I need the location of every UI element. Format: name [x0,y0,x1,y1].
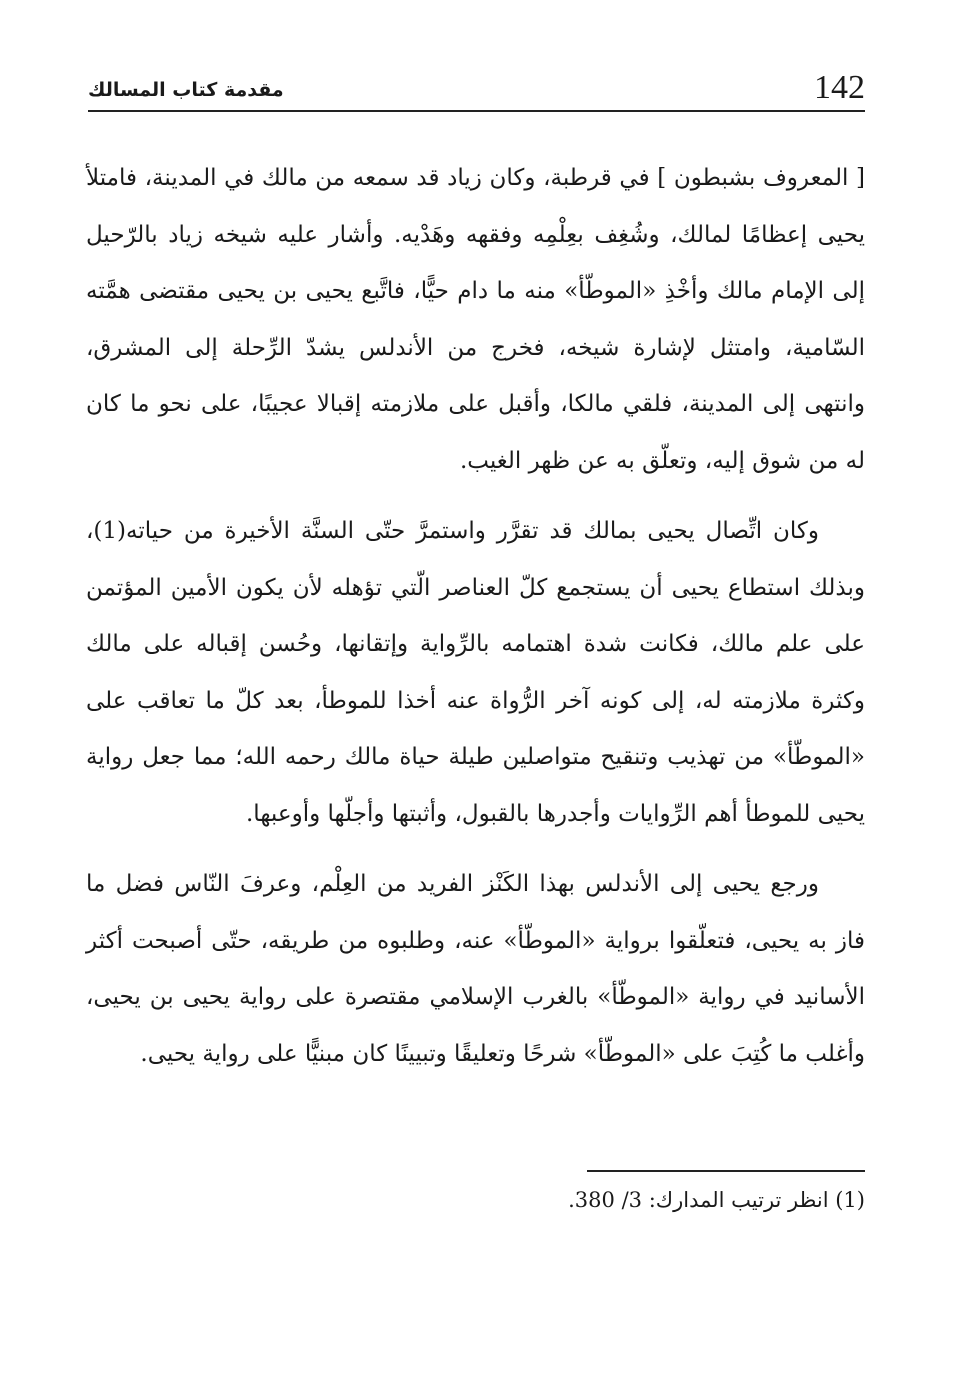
paragraph: ورجع يحيى إلى الأندلس بهذا الكَنْز الفريد من العِلْم، وعرفَ النّاس فضل ما فاز به يحيى، فتعلّقوا برواية «الموطّأ» عنه، وطلبوه من طريقه، حتّى أصبحت أكثر الأسانيد في رواية «الموطّأ» بالغرب الإسلامي مقتصرة على رواية يحيى بن يحيى، وأغلب ما كُتِبَ على «الموطّأ» شرحًا وتعليقًا وتبيينًا كان مبنيًّا على رواية يحيى. [86,871,865,1067]
running-title: مقدمة كتاب المسالك [88,79,284,101]
page-header [88,62,865,112]
page-number: 142 [814,69,865,106]
paragraph: وكان اتِّصال يحيى بمالك قد تقرَّر واستمرَّ حتّى السنَّة الأخيرة من حياته(1)، وبذلك استطاع يحيى أن يستجمع كلّ العناصر الّتي تؤهله لأن يكون الأمين المؤتمن على علم مالك، فكانت شدة اهتمامه بالرِّواية وإتقانها، وحُسن إقباله على مالك وكثرة ملازمته له، إلى كونه آخر الرُّواة عنه أخذا للموطأ، بعد كلّ ما تعاقب على «الموطّأ» من تهذيب وتنقيح متواصلين طيلة حياة مالك رحمه الله؛ مما جعل رواية يحيى للموطأ أهم الرِّوايات وأجدرها بالقبول، وأثبتها وأجلّها وأوعبها. [86,518,865,827]
body-text [86,150,865,1096]
paragraph: [ المعروف بشبطون ] في قرطبة، وكان زياد قد سمعه من مالك في المدينة، فامتلأ يحيى إعظامًا لمالك، وشُغِف بعِلْمِه وفقهه وهَدْيه. وأشار عليه شيخه زياد بالرّحيل إلى الإمام مالك وأخْذِ «الموطّأ» منه ما دام حيًّا، فاتَّبع يحيى بن يحيى مقتضى همَّته السّامية، وامتثل لإشارة شيخه، فخرج من الأندلس يشدّ الرِّحلة إلى المشرق، وانتهى إلى المدينة، فلقي مالكا، وأقبل على ملازمته إقبالا عجيبًا، على نحو ما كان له من شوق إليه، وتعلّق به عن ظهر الغيب. [86,165,865,474]
footnote: (1) انظر ترتيب المدارك: 3/ 380. [568,1188,865,1212]
footnote-divider [587,1170,865,1172]
